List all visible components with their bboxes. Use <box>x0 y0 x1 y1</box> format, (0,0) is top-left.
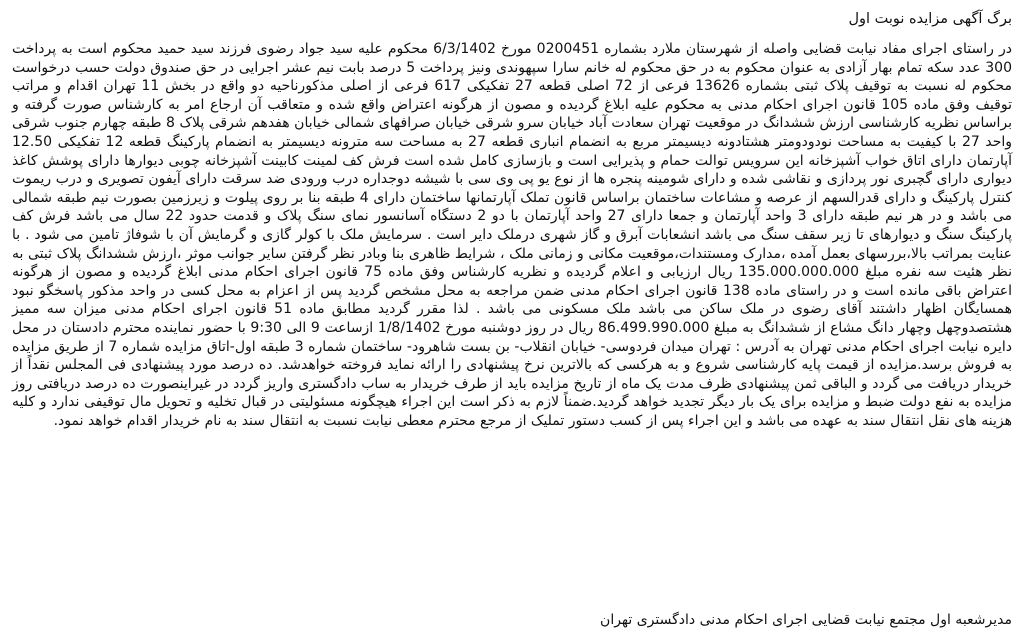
notice-body-paragraph: در راستای اجرای مفاد نیابت قضایی واصله از شهرستان ملارد بشماره 0200451 مورخ 6/3/1402 محکوم علیه سید جواد رضوی فرزند سید حمید محکوم است به پرداخت 300 عدد سکه تمام بهار آزادی به عنوان محکوم به در حق محکوم له خانم سارا سپهوندی ونیز پرداخت 5 درصد بابت نیم عشر اجرایی در حق صندوق دولت حسب درخواست محکوم له نسبت به توقیف پلاک ثبتی بشماره 13626 فرعی از 72 اصلی قطعه 27 تفکیکی 617 فرعی از اصلی مذکورناحیه دو واقع در بخش 11 تهران اقدام و مراتب توقیف وفق ماده 105 قانون اجرای احکام مدنی به محکوم علیه ابلاغ گردیده و مصون از هرگونه اعتراض واقع شده و متعاقب آن ارجاع امر به کارشناس صورت گرفته و براساس نظریه کارشناسی ارزش ششدانگ در موقعیت تهران سعادت آباد خیابان سرو شرقی خیابان صرافهای شمالی خیابان هفدهم شرقی پلاک 8 طبقه چهارم جنوب شرقی واحد 27 با کیفیت به مساحت نودودومتر هشتادونه دیسیمتر مربع به انضمام انباری قطعه 27 به مساحت سه مترونه دیسیمتر به انضمام پارکینگ قطعه 12 تفکیکی 12.50 آپارتمان دارای اتاق خواب آشپزخانه این سرویس توالت حمام و پذیرایی است و بازسازی کامل شده است فرش کف لمینت کابینت آشپزخانه چوبی دیوارها دارای پوشش کاغذ دیواری دارای گچبری نور پردازی و نقاشی شده و دارای شومینه پنجره ها از نوع یو پی وی سی با شیشه دوجداره درب ورودی ضد سرقت دارای آیفون تصویری و درب ریموت کنترل پارکینگ و دارای قدرالسهم از عرصه و مشاعات ساختمان براساس قانون تملک آپارتمانها ساختمان دارای 4 طبقه بنا بر روی پیلوت و زیرزمین بصورت نیم طبقه شمالی می باشد و در هر نیم طبقه دارای 3 واحد آپارتمان و جمعا دارای 27 واحد آپارتمان با دو 2 دستگاه آسانسور نمای سنگ پلاک و قدمت حدود 22 سال می باشد فرش کف پارکینگ سنگ و دیوارهای تا زیر سقف سنگ می باشد انشعابات آبرق و گاز شهری درملک دایر است . سرمایش ملک با کولر گازی و گرمایش آن با شوفاژ تامین می شود . با عنایت بمراتب بالا،بررسهای بعمل آمده ،مدارک ومستندات،موقعیت مکانی و زمانی ملک ، شرایط ظاهری بنا وبادر نظر گرفتن سایر جوانب موثر ،ارزش ششدانگ پلاک ثبتی به نظر هئیت سه نفره مبلغ 135.000.000.000 ریال ارزیابی و اعلام گردیده و نظریه کارشناس وفق ماده 75 قانون اجرای احکام مدنی ابلاغ گردیده و مصون از هرگونه اعتراض باقی مانده است و در راستای ماده 138 قانون اجرای احکام مدنی ضمن مراجعه به محل مشخص گردید پس از اعزام به محل کسی در واحد مذکور پاسخگو نبود همسایگان اظهار داشتند آقای رضوی در ملک ساکن می باشد ملک مسکونی می باشد . لذا مقرر گردید مطابق ماده 51 قانون اجرای احکام مدنی میزان سه ممیز هشتصدوچهل وچهار دانگ مشاع از ششدانگ به مبلغ 86.499.990.000 ریال در روز دوشنبه مورخ 1/8/1402 ازساعت 9 الی 9:30 با حضور نماینده محترم دادستان در محل دایره نیابت اجرای احکام مدنی تهران به آدرس : تهران میدان فردوسی- خیابان انقلاب- بن بست شاهرود- ساختمان شماره 3 طبقه اول-اتاق مزایده شماره 7 از طریق مزایده به فروش برسد.مزایده از قیمت پایه کارشناسی شروع و به هرکسی که بالاترین نرخ پیشنهادی را ارائه نماید فروخته خواهدشد. ده درصد مورد پیشنهادی فی المجلس نقداً از خریدار دریافت می گردد و الباقی ثمن پیشنهادی ظرف مدت یک ماه از تاریخ مزایده باید از طرف خریدار به ساب دادگستری واریز گردد در غیراینصورت ده درصد دریافتی روز مزایده به نفع دولت ضبط و مزایده برای یک بار دیگر تجدید خواهد گردید.ضمناً لازم به ذکر است این اجراء هیچگونه مسئولیتی در قبال تخلیه و تحویل مال توقیفی ندارد و کلیه هزینه های نقل انتقال سند به عهده می باشد و این اجراء پس از کسب دستور تملیک از مرجع محترم معطی نیابت نسبت به انتقال سند به نام خریدار اقدام خواهد نمود. <box>12 41 1013 429</box>
notice-title: برگ آگهی مزایده نوبت اول <box>848 11 1012 27</box>
notice-signature: مدیرشعبه اول مجتمع نیابت قضایی اجرای احکام مدنی دادگستری تهران <box>600 612 1012 628</box>
